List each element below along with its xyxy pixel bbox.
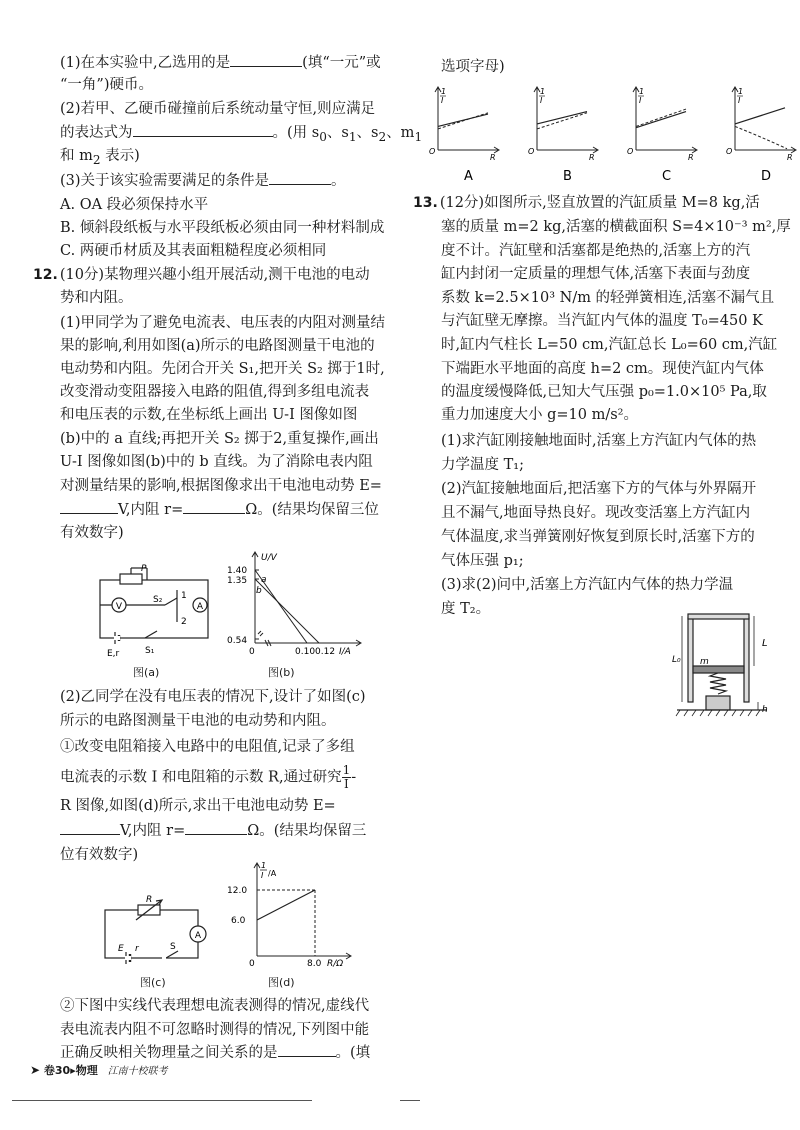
- answer-blank[interactable]: [230, 52, 302, 67]
- q12-line: (1)甲同学为了避免电流表、电压表的内阻对测量结: [60, 315, 386, 331]
- bottom-rule: [400, 1100, 420, 1101]
- q12-part2-answer: V,内阻 r= Ω。(结果均保留三: [60, 820, 366, 842]
- answer-blank[interactable]: [269, 170, 331, 185]
- data-line: [257, 890, 315, 920]
- q12-part3-answer: 正确反映相关物理量之间关系的是 。(填: [60, 1042, 370, 1064]
- emf-blank-2[interactable]: [60, 820, 120, 835]
- dashed-curve: [735, 126, 787, 148]
- q13-part1: (1)求汽缸刚接触地面时,活塞上方汽缸内气体的热: [441, 433, 757, 449]
- q12-part3-line: 表电流表内阻不可忽略时测得的情况,下列图中能: [60, 1022, 370, 1038]
- label-m: m: [700, 657, 709, 667]
- x-tick-label: 0.10: [295, 647, 316, 656]
- option-label: D: [761, 169, 772, 180]
- resistance-blank[interactable]: [183, 499, 245, 514]
- y-label-numerator: 1: [738, 87, 744, 96]
- option-letter-hint: 选项字母): [441, 59, 505, 75]
- figure-a-circuit: [95, 560, 225, 660]
- x-tick-label: 0.12: [315, 647, 336, 656]
- q11-part1-cont: “一角”)硬币。: [60, 77, 153, 93]
- q12-header: 12. (10分)某物理兴趣小组开展活动,测干电池的电动: [33, 267, 370, 283]
- resistance-box-label: R: [146, 895, 153, 905]
- solid-line: [735, 108, 785, 124]
- q13-header: 13. (12分)如图所示,竖直放置的汽缸质量 M=8 kg,活: [413, 195, 760, 211]
- spring-base: [706, 696, 730, 710]
- y-label-denominator: I: [639, 96, 642, 105]
- q12-line: 改变滑动变阻器接入电路的阻值,得到多组电流表: [60, 384, 370, 400]
- q13-part2: 且不漏气,地面导热良好。现改变活塞上方汽缸内: [441, 505, 751, 521]
- figure-d-caption: 图(d): [268, 976, 295, 989]
- label-l: L: [762, 638, 768, 649]
- origin-label: O: [627, 147, 634, 156]
- solid-line: [537, 112, 587, 124]
- ammeter-label: A: [196, 602, 204, 612]
- q13-line: 的温度缓慢降低,已知大气压强 p₀=1.0×10⁵ Pa,取: [441, 384, 767, 400]
- dashed-line: [636, 109, 686, 126]
- option-graph-d: [725, 80, 800, 180]
- figure-c-caption: 图(c): [140, 976, 166, 989]
- q13-part2: 气体压强 p₁;: [441, 553, 524, 569]
- q11-part2-end: 和 $m_2$ 表示): [60, 148, 140, 167]
- q13-line: 下端距水平地面的高度 h=2 cm。现使汽缸内气体: [441, 361, 764, 377]
- q11-option-c: C. 两硬币材质及其表面粗糙程度必须相同: [60, 243, 327, 259]
- origin-label: O: [726, 147, 733, 156]
- switch-s1: [145, 631, 157, 638]
- q12-line: 果的影响,利用如图(a)所示的电路图测量干电池的: [60, 338, 375, 354]
- voltmeter-label: V: [115, 602, 123, 612]
- x-axis-label: R: [787, 153, 793, 162]
- bottom-rule: [12, 1100, 312, 1101]
- answer-blank[interactable]: [133, 122, 273, 137]
- figure-d-graph: [225, 856, 365, 968]
- y-label-denominator: I: [738, 96, 741, 105]
- fraction-1-over-i: $\frac{1}{I}$: [342, 763, 351, 791]
- q11-part1: (1)在本实验中,乙选用的是 (填“一元”或: [60, 52, 381, 74]
- q12-line: 对测量结果的影响,根据图像求出干电池电动势 E=: [60, 478, 382, 494]
- switch-label: S: [170, 942, 176, 952]
- q12-part3-line: ②下图中实线代表理想电流表测得的情况,虚线代: [60, 998, 370, 1014]
- x-axis-label: R: [589, 153, 595, 162]
- x-axis-label: R: [490, 153, 496, 162]
- y-tick-label: 0.54: [227, 636, 248, 646]
- x-axis-label: I/A: [339, 647, 351, 656]
- q12-part2-line: 所示的电路图测量干电池的电动势和内阻。: [60, 713, 336, 729]
- q13-part1: 力学温度 T₁;: [441, 457, 524, 473]
- y-label-denominator: I: [441, 96, 444, 105]
- x-axis-label: R: [688, 153, 694, 162]
- page-footer: ➤ 卷30▸物理 江南十校联考: [30, 1063, 168, 1077]
- y-tick-label: 1.40: [227, 566, 248, 576]
- q11-part2: (2)若甲、乙硬币碰撞前后系统动量守恒,则应满足: [60, 101, 376, 117]
- emf-label: E: [118, 944, 124, 954]
- q13-line: 与汽缸壁无摩擦。当汽缸内气体的温度 T₀=450 K: [441, 313, 763, 329]
- switch-s: [166, 951, 178, 958]
- option-label: A: [464, 169, 473, 180]
- x-tick-label: 0: [249, 647, 255, 656]
- rheostat-label: P: [141, 564, 147, 574]
- y-label-denominator: I: [540, 96, 543, 105]
- q11-part2-cont: 的表达式为 。(用 $s_0$、$s_1$、$s_2$、$m_1$: [60, 122, 422, 148]
- option-graph-c: [626, 80, 701, 180]
- q13-part2: (2)汽缸接触地面后,把活塞下方的气体与外界隔开: [441, 481, 757, 497]
- ground-hatch: [676, 710, 760, 716]
- x-axis-label: R/Ω: [327, 959, 344, 968]
- y-label-numerator: 1: [441, 87, 447, 96]
- q13-line: 度不计。汽缸壁和活塞都是绝热的,活塞上方的汽: [441, 243, 751, 259]
- q12-line: 和电压表的示数,在坐标纸上画出 U-I 图像如图: [60, 407, 358, 423]
- figure-a-caption: 图(a): [133, 666, 160, 679]
- solid-line: [438, 114, 488, 126]
- q13-line: 缸内封闭一定质量的理想气体,活塞下表面与劲度: [441, 266, 751, 282]
- line-a-label: a: [261, 575, 267, 585]
- origin-label: O: [528, 147, 535, 156]
- q12-part2-line: ①改变电阻箱接入电路中的电阻值,记录了多组: [60, 739, 355, 755]
- option-graph-a: [428, 80, 503, 180]
- cylinder-top: [688, 614, 749, 619]
- x-tick-label: 8.0: [307, 959, 322, 968]
- dashed-line: [537, 113, 587, 129]
- switch-s2: [165, 598, 177, 605]
- q12-line: 势和内阻。: [60, 290, 133, 306]
- solid-line: [636, 112, 686, 128]
- q13-part3: (3)求(2)问中,活塞上方汽缸内气体的热力学温: [441, 577, 734, 593]
- q11-option-a: A. OA 段必须保持水平: [60, 197, 209, 213]
- label-l0: L₀: [672, 655, 681, 665]
- line-b-label: b: [256, 586, 262, 596]
- battery-label: E,r: [107, 649, 120, 659]
- figure-c-circuit: [100, 890, 215, 965]
- y-tick-label: 1.35: [227, 576, 248, 586]
- q12-part2-fraction-line: 电流表的示数 I 和电阻箱的示数 R,通过研究 $\frac{1}{I}$ -: [60, 763, 357, 791]
- cylinder-right-wall: [744, 618, 749, 702]
- switch-s2-label: S₂: [153, 595, 163, 605]
- y-label-numerator: 1: [261, 861, 267, 870]
- cylinder-left-wall: [688, 618, 693, 702]
- q13-part3: 度 T₂。: [441, 601, 491, 617]
- internal-r-label: r: [135, 944, 139, 954]
- resistance-blank-2[interactable]: [185, 820, 247, 835]
- y-label-unit: /A: [268, 869, 277, 878]
- q12-part2-line: (2)乙同学在没有电压表的情况下,设计了如图(c): [60, 689, 366, 705]
- figure-b-graph: [225, 548, 365, 656]
- q12-line: 电动势和内阻。先闭合开关 S₁,把开关 S₂ 掷于1时,: [60, 361, 385, 377]
- q12-part2-line: R 图像,如图(d)所示,求出干电池电动势 E=: [60, 798, 336, 814]
- q11-option-b: B. 倾斜段纸板与水平段纸板必须由同一种材料制成: [60, 220, 385, 236]
- option-blank[interactable]: [278, 1042, 336, 1057]
- y-tick-label: 6.0: [231, 916, 246, 926]
- label-h: h: [762, 705, 768, 715]
- spring: [710, 673, 726, 694]
- rheostat: [120, 574, 142, 584]
- y-label-denominator: I: [261, 871, 264, 880]
- figure-b-caption: 图(b): [268, 666, 295, 679]
- option-graph-b: [527, 80, 602, 180]
- option-label: C: [662, 169, 672, 180]
- ammeter-label: A: [194, 931, 202, 941]
- line-b: [255, 579, 319, 643]
- q13-part2: 气体温度,求当弹簧刚好恢复到原长时,活塞下方的: [441, 529, 755, 545]
- axis-break-y: [258, 631, 263, 636]
- q13-line: 时,缸内气柱长 L=50 cm,汽缸总长 L₀=60 cm,汽缸: [441, 337, 778, 353]
- q11-part3: (3)关于该实验需要满足的条件是 。: [60, 170, 346, 192]
- q13-line: 重力加速度大小 g=10 m/s²。: [441, 407, 638, 423]
- option-label: B: [563, 169, 572, 180]
- y-tick-label: 12.0: [227, 886, 248, 896]
- piston: [693, 666, 744, 673]
- contact-2-label: 2: [181, 617, 187, 627]
- dashed-line: [438, 113, 488, 129]
- origin-label: O: [429, 147, 436, 156]
- q12-line: U-I 图像如图(b)中的 b 直线。为了消除电表内阻: [60, 454, 373, 470]
- q13-line: 塞的质量 m=2 kg,活塞的横截面积 S=4×10⁻³ m²,厚: [441, 219, 791, 235]
- q12-part2-line: 位有效数字): [60, 847, 139, 863]
- q12-answer-line: V,内阻 r= Ω。(结果均保留三位: [60, 499, 379, 521]
- cylinder-figure: [672, 612, 782, 722]
- x-tick-label: 0: [249, 959, 255, 968]
- contact-1-label: 1: [181, 591, 187, 601]
- arrow-logo-icon: ➤: [30, 1063, 41, 1077]
- q12-line: (b)中的 a 直线;再把开关 S₂ 掷于2,重复操作,画出: [60, 431, 379, 447]
- y-label-numerator: 1: [540, 87, 546, 96]
- emf-blank[interactable]: [60, 499, 118, 514]
- q13-line: 系数 k=2.5×10³ N/m 的轻弹簧相连,活塞不漏气且: [441, 290, 775, 306]
- y-label-numerator: 1: [639, 87, 645, 96]
- q12-line: 有效数字): [60, 525, 124, 541]
- switch-s1-label: S₁: [145, 646, 155, 656]
- y-axis-label: U/V: [261, 553, 277, 563]
